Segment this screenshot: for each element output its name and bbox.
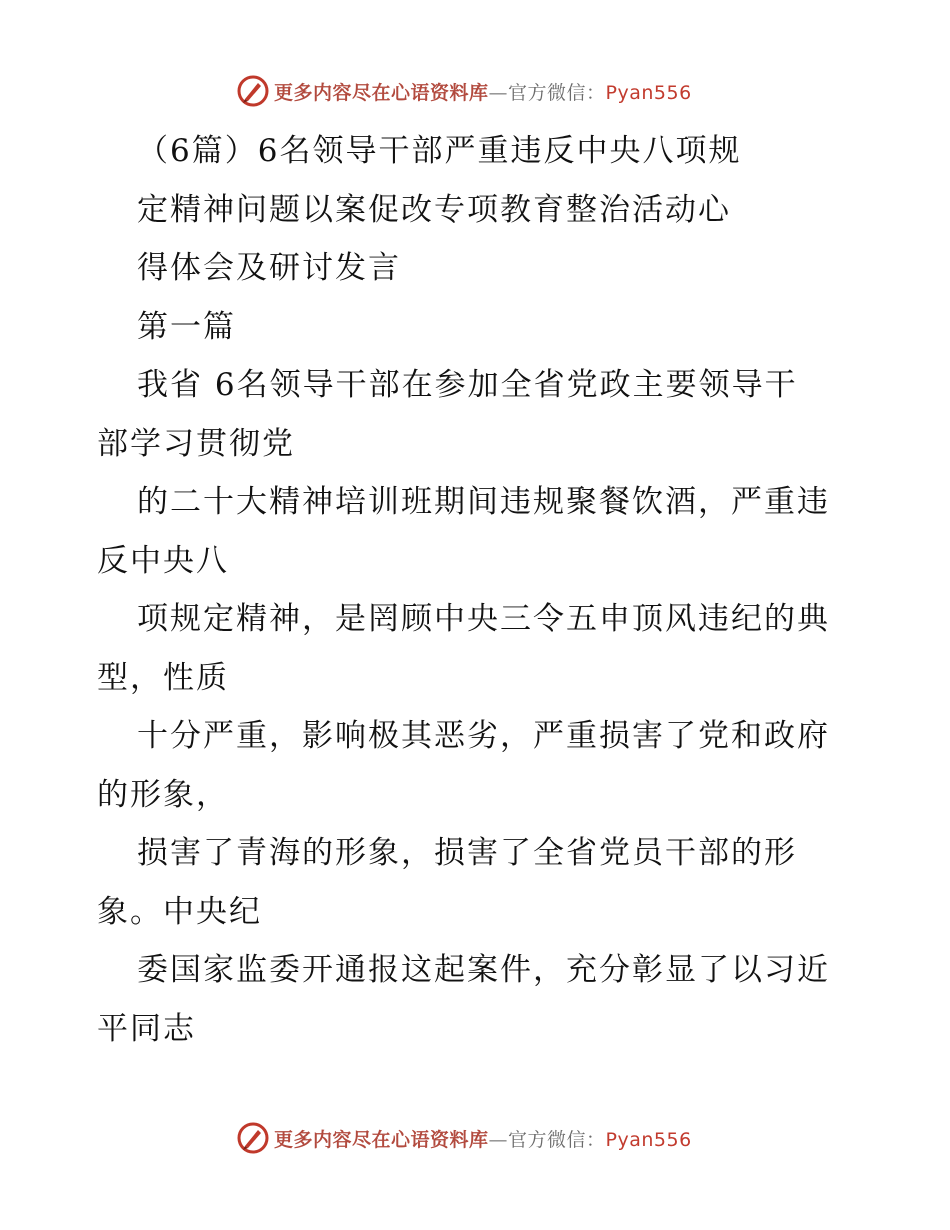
body-line: 十分严重，影响极其恶劣，严重损害了党和政府 — [137, 718, 830, 754]
body-line: 项规定精神，是罔顾中央三令五申顶风违纪的典 — [137, 601, 830, 637]
quill-pen-logo-icon — [236, 74, 270, 108]
body-line: 象。中央纪 — [97, 893, 262, 930]
watermark-account: Pyan556 — [605, 1128, 692, 1151]
watermark-brand: 更多内容尽在心语资料库 — [274, 81, 489, 104]
title-line: （6篇）6名领导干部严重违反中央八项规 — [137, 133, 742, 169]
watermark-brand: 更多内容尽在心语资料库 — [274, 1128, 489, 1151]
watermark-account: Pyan556 — [605, 81, 692, 104]
body-line: 的二十大精神培训班期间违规聚餐饮酒，严重违 — [137, 484, 830, 520]
body-line: 的形象， — [97, 776, 229, 813]
body-line: 我省 6名领导干部在参加全省党政主要领导干 — [137, 367, 798, 403]
document-body — [97, 122, 867, 1058]
body-line: 损害了青海的形象，损害了全省党员干部的形 — [137, 835, 797, 871]
footer-watermark — [236, 1118, 716, 1158]
quill-pen-logo-icon — [236, 1121, 270, 1155]
section-heading: 第一篇 — [137, 308, 236, 345]
body-line: 型，性质 — [97, 659, 229, 696]
watermark-separator: — — [488, 1128, 509, 1151]
body-line: 平同志 — [97, 1010, 196, 1047]
watermark-wechat-label: 官方微信： — [508, 1128, 606, 1151]
body-line: 部学习贯彻党 — [97, 425, 295, 462]
body-line: 反中央八 — [97, 542, 229, 579]
title-line: 定精神问题以案促改专项教育整治活动心 — [137, 191, 731, 228]
title-line: 得体会及研讨发言 — [137, 250, 401, 286]
watermark-text — [274, 78, 692, 105]
header-watermark — [236, 71, 716, 111]
body-line: 委国家监委开通报这起案件，充分彰显了以习近 — [137, 952, 830, 988]
watermark-wechat-label: 官方微信： — [508, 81, 606, 104]
watermark-text — [274, 1125, 692, 1152]
watermark-separator: — — [488, 81, 509, 104]
